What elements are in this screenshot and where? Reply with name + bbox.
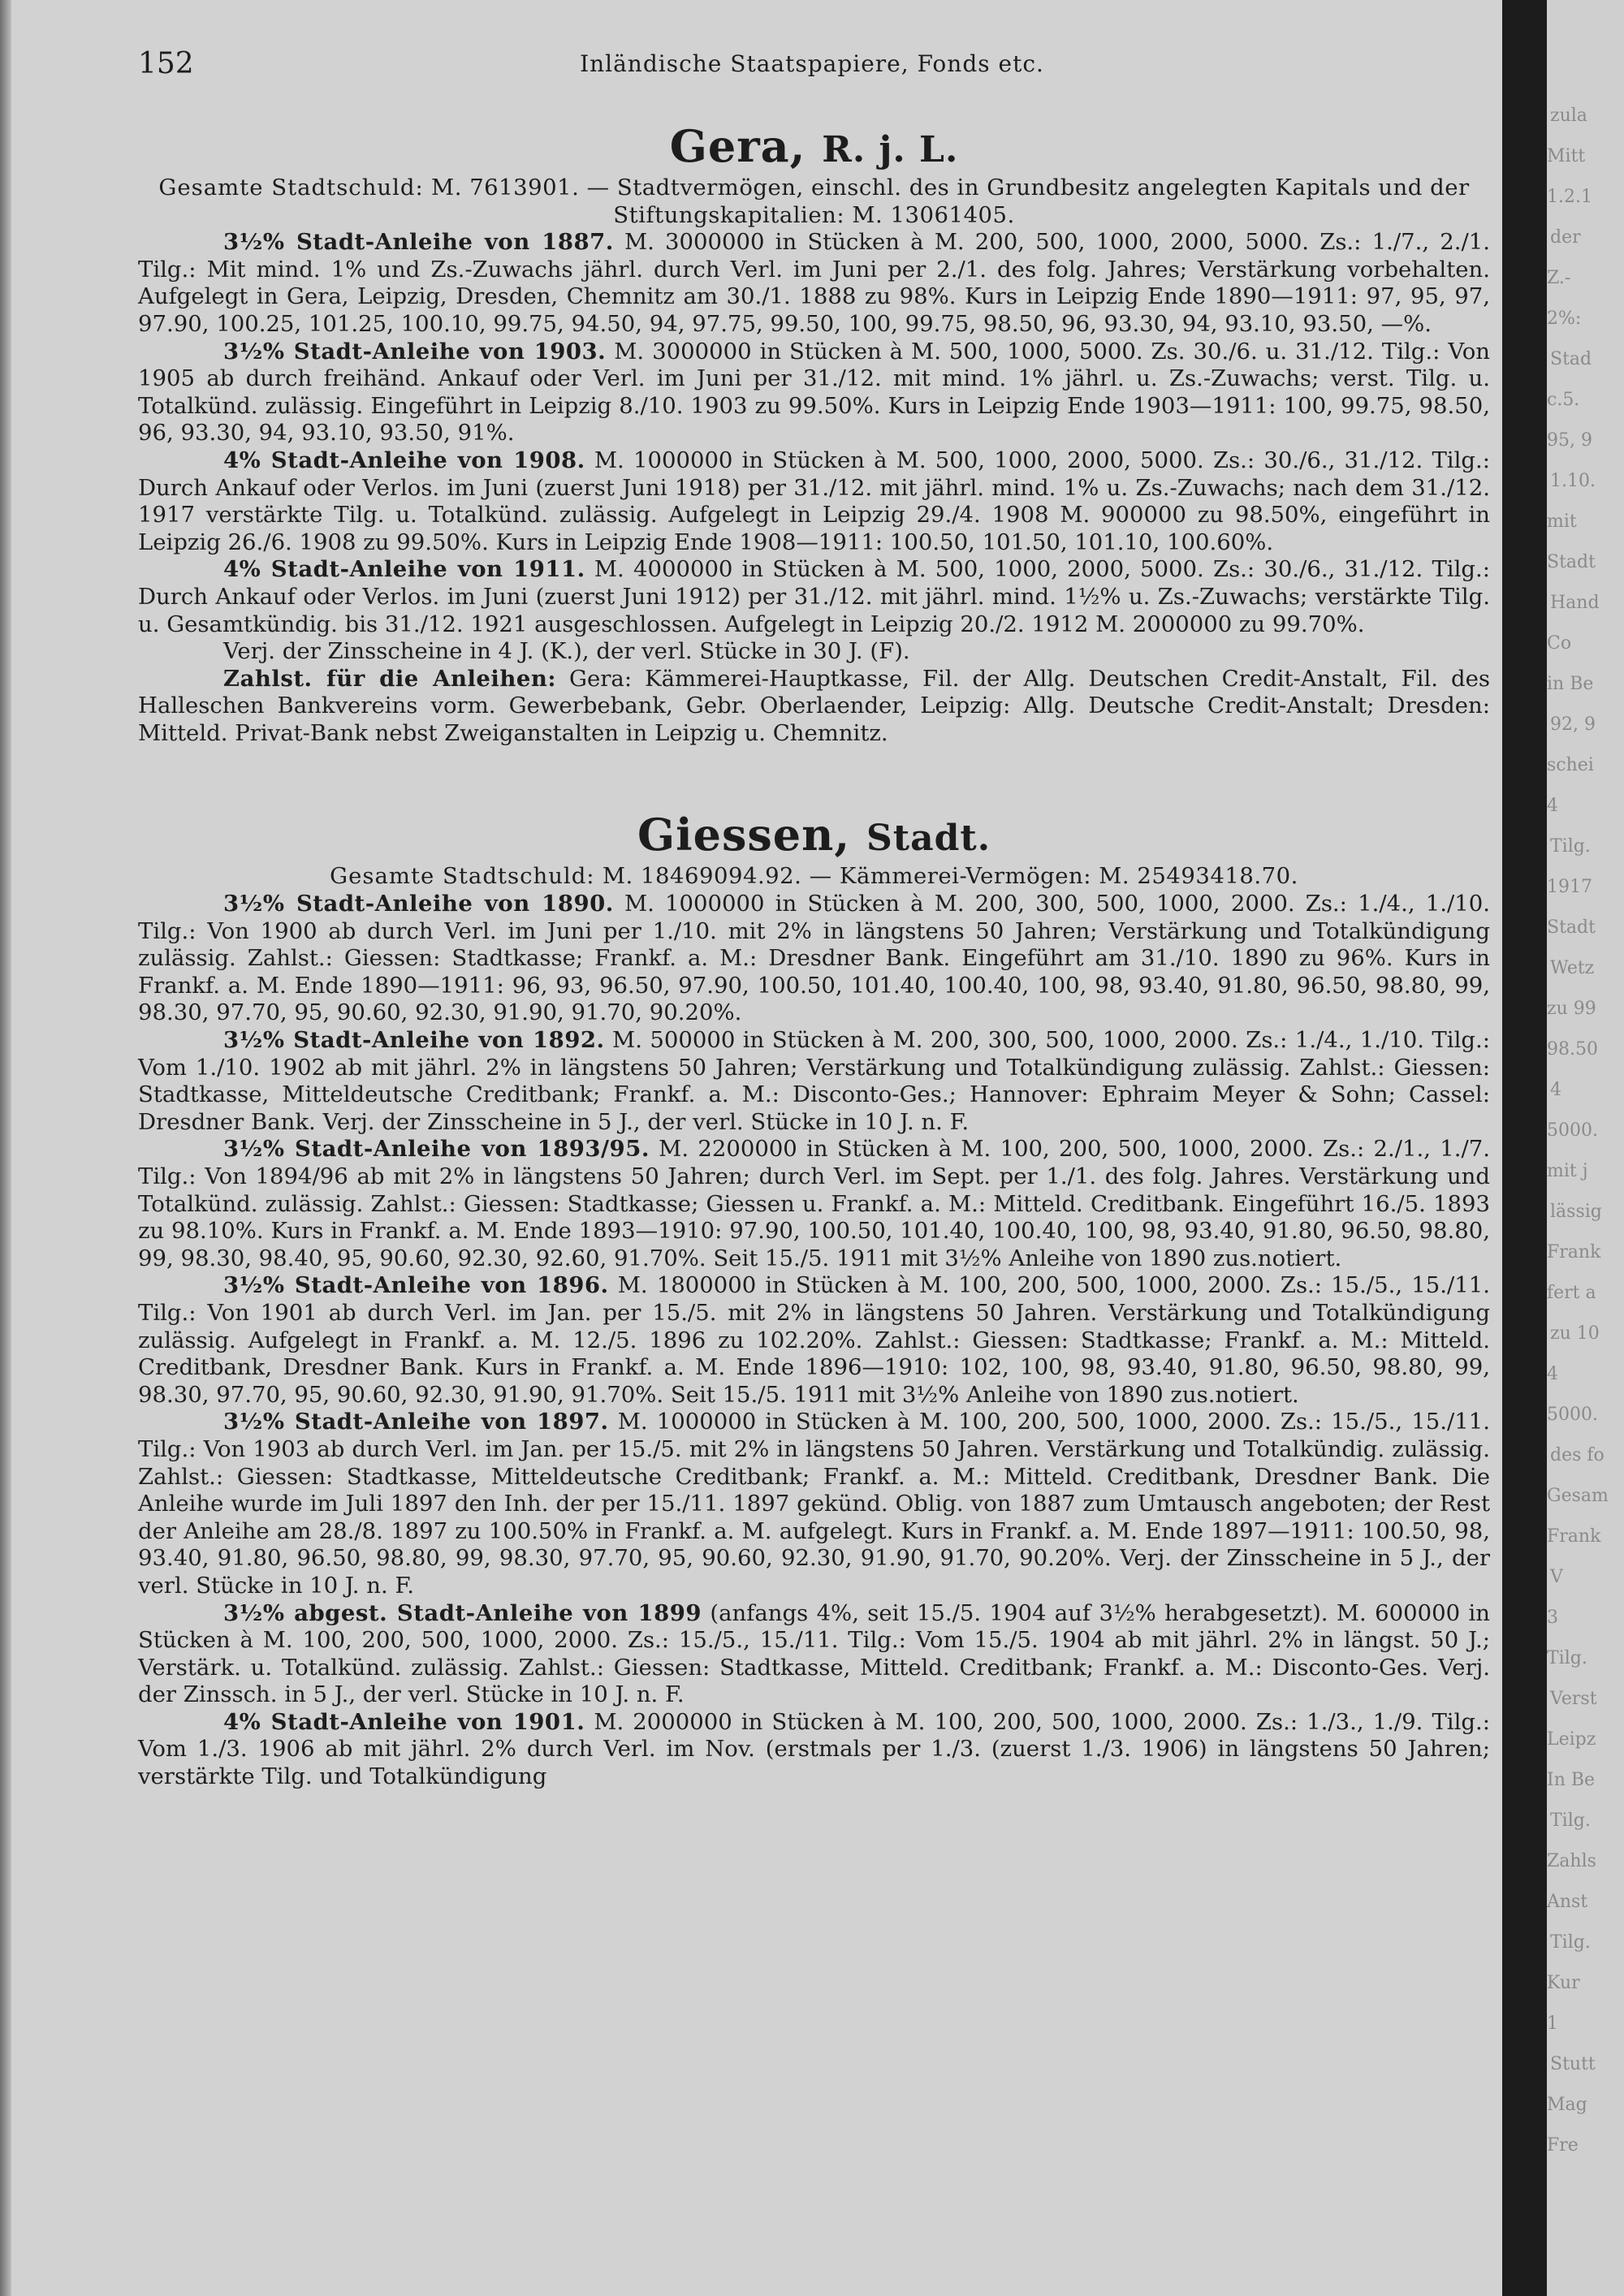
adjacent-page-fragment: zula [1550,106,1587,126]
summary-label: Gesamte Stadtschuld: [158,175,424,201]
loan-entry [138,1409,1490,1599]
section-summary [138,175,1490,229]
adjacent-page-fragment: Co [1547,633,1572,654]
entry-heading: 4% Stadt-Anleihe von 1911. [223,556,585,583]
book-gutter [1502,0,1547,2296]
section-giessen [138,810,1490,1790]
adjacent-page-fragment: Wetz [1550,958,1595,978]
entry-heading: 4% Stadt-Anleihe von 1908. [223,447,585,473]
loan-entry [138,1709,1490,1791]
adjacent-page-fragment: 4 [1547,1364,1558,1384]
adjacent-page-fragment: Tilg. [1550,1810,1591,1831]
adjacent-page-fragment: Mag [1547,2095,1587,2115]
adjacent-page-fragment: 98.50 [1547,1039,1598,1060]
paying-agents-entry [138,666,1490,748]
adjacent-page-fragment: Leipz [1547,1729,1596,1750]
entry-text: M. 1000000 in Stücken à M. 500, 1000, 2000, 5000. Zs.: 30./6., 31./12. Tilg.: Durch Ankauf oder Verlos. im Juni (zuerst Juni 1918) per 31./12. mit jährl. mind. 1% u. Zs.-Zuwachs; nach dem 31./12. 1917 verstärkte Tilg. u. Totalkünd. zulässig. Aufgelegt in Leipzig 29./4. 1908 M. 900000 zu 98.50%, eingeführt in Leipzig 26./6. 1908 zu 99.50%. Kurs in Leipzig Ende 1908—1911: 100.50, 101.50, 101.10, 100.60%. [138,447,1490,555]
adjacent-page-edge [1547,0,1624,2296]
adjacent-page-fragment: Zahls [1547,1851,1596,1871]
adjacent-page-fragment: Kur [1547,1973,1580,1993]
section-gera [138,122,1490,747]
entry-text: Gera: Kämmerei-Hauptkasse, Fil. der Allg. Deutschen Credit-Anstalt, Fil. des Halleschen Bankvereins vorm. Gewerbebank, Gebr. Oberlaender, Leipzig: Allg. Deutsche Credit-Anstalt; Dresden: Mitteld. Privat-Bank nebst Zweiganstalten in Leipzig u. Chemnitz. [138,665,1491,746]
section-title [138,810,1490,863]
adjacent-page-fragment: Frank [1547,1242,1601,1262]
section-summary [138,863,1490,891]
loan-entry [138,1027,1490,1136]
adjacent-page-fragment: schei [1547,755,1594,775]
adjacent-page-fragment: Tilg. [1550,836,1591,857]
entry-heading: 4% Stadt-Anleihe von 1901. [223,1708,585,1735]
adjacent-page-fragment: Tilg. [1547,1648,1587,1668]
entry-heading: 3½% Stadt-Anleihe von 1887. [223,229,614,256]
adjacent-page-fragment: Gesam [1547,1486,1609,1506]
adjacent-page-fragment: Stad [1550,349,1592,369]
adjacent-page-fragment: Stutt [1550,2054,1596,2074]
loan-entry [138,891,1490,1027]
summary-text: M. 7613901. — Stadtvermögen, einschl. des in Grundbesitz angelegten Kapitals und der Stiftungskapitalien: M. 13061405. [431,175,1470,228]
section-title-subtitle: Stadt. [866,818,991,860]
adjacent-page-fragment: zu 10 [1550,1323,1600,1344]
entry-text: M. 3000000 in Stücken à M. 500, 1000, 5000. Zs. 30./6. u. 31./12. Tilg.: Von 1905 ab durch freihänd. Ankauf oder Verl. im Juni per 31./12. mit mind. 1% jährl. u. Zs.-Zuwachs; verst. Tilg. u. Totalkünd. zulässig. Eingeführt in Leipzig 8./10. 1903 zu 99.50%. Kurs in Leipzig Ende 1903—1911: 100, 99.75, 98.50, 96, 93.30, 94, 93.10, 93.50, 91%. [138,338,1490,447]
entry-heading: 3½% Stadt-Anleihe von 1903. [223,338,607,365]
loan-entry [138,229,1490,338]
loan-entry [138,447,1490,556]
loan-entry [138,556,1490,638]
adjacent-page-fragment: Stadt [1547,917,1596,938]
entry-heading: 3½% Stadt-Anleihe von 1890. [223,891,614,917]
loan-entry [138,1600,1490,1709]
adjacent-page-fragment: der [1550,227,1581,248]
adjacent-page-fragment: fert a [1547,1283,1596,1303]
entry-text: M. 2000000 in Stücken à M. 100, 200, 500, 1000, 2000. Zs.: 1./3., 1./9. Tilg.: Vom 1./3. 1906 ab mit jährl. 2% durch Verl. im Nov. (erstmals per 1./3. (zuerst 1./3. 1906) in längstens 50 Jahren; verstärkte Tilg. und Totalkündigung [138,1708,1490,1790]
adjacent-page-fragment: lässig [1550,1202,1602,1222]
summary-label: Gesamte Stadtschuld: [330,863,595,890]
entry-heading: 3½% Stadt-Anleihe von 1892. [223,1027,605,1054]
entry-heading: 3½% Stadt-Anleihe von 1897. [223,1409,609,1435]
section-title-name: Giessen, [637,809,851,861]
adjacent-page-fragment: Fre [1547,2135,1579,2156]
entry-text: (anfangs 4%, seit 15./5. 1904 auf 3½% herabgesetzt). M. 600000 in Stücken à M. 100, 200, 500, 1000, 2000. Zs.: 15./5., 15./11. Tilg.: Vom 15./5. 1904 ab mit jährl. 2% in längst. 50 J.; Verstärk. u. Totalkünd. zulässig. Zahlst.: Giessen: Stadtkasse, Mitteld. Creditbank; Frankf. a. M.: Disconto-Ges. Verj. der Zinssch. in 5 J., der verl. Stücke in 10 J. n. F. [138,1599,1490,1708]
adjacent-page-fragment: Verst [1550,1689,1597,1709]
section-title-name: Gera, [669,120,806,172]
limitation-note [138,638,1490,666]
adjacent-page-fragment: 95, 9 [1547,430,1592,451]
entry-text: M. 1000000 in Stücken à M. 200, 300, 500, 1000, 2000. Zs.: 1./4., 1./10. Tilg.: Von 1900 ab durch Verl. im Juni per 1./10. mit 2% in längstens 50 Jahren; Verstärkung und Totalkündigung zulässig. Zahlst.: Giessen: Stadtkasse; Frankf. a. M.: Dresdner Bank. Eingeführt am 31./10. 1890 zu 96%. Kurs in Frankf. a. M. Ende 1890—1911: 96, 93, 96.50, 97.90, 100.50, 101.40, 100.40, 100, 98, 93.40, 91.80, 96.50, 98.80, 99, 98.30, 97.70, 95, 90.60, 92.30, 91.90, 91.70, 90.20%. [138,891,1490,1026]
entry-text: M. 1000000 in Stücken à M. 100, 200, 500, 1000, 2000. Zs.: 15./5., 15./11. Tilg.: Von 1903 ab durch Verl. im Jan. per 15./5. mit 2% in längstens 50 Jahren. Verstärkung und Totalkündig. zulässig. Zahlst.: Giessen: Stadtkasse, Mitteldeutsche Creditbank; Frankf. a. M.: Mitteld. Creditbank, Dresdner Bank. Die Anleihe wurde im Juli 1897 den Inh. der per 15./11. 1897 gekünd. Oblig. von 1887 zum Umtausch angeboten; der Rest der Anleihe am 28./8. 1897 zu 100.50% in Frankf. a. M. aufgelegt. Kurs in Frankf. a. M. Ende 1897—1911: 100.50, 98, 93.40, 91.80, 96.50, 98.80, 99, 98.30, 97.70, 95, 90.60, 92.30, 91.90, 91.70, 90.20%. Verj. der Zinsscheine in 5 J., der verl. Stücke in 10 J. n. F. [138,1409,1490,1599]
adjacent-page-fragment: 1.2.1 [1547,187,1592,207]
section-title-subtitle: R. j. L. [822,129,959,170]
adjacent-page-fragment: Anst [1547,1892,1588,1912]
adjacent-page-fragment: Stadt [1547,552,1596,572]
adjacent-page-fragment: in Be [1547,674,1594,694]
adjacent-page-fragment: Frank [1547,1526,1601,1547]
running-header-title: Inländische Staatspapiere, Fonds etc. [580,50,1044,77]
adjacent-page-fragment: 4 [1550,1080,1561,1100]
adjacent-page-fragment: V [1550,1567,1563,1587]
adjacent-page-fragment: Hand [1550,593,1600,613]
adjacent-page-fragment: Z.- [1547,268,1571,288]
adjacent-page-fragment: 92, 9 [1550,714,1596,735]
adjacent-page-fragment: 5000. [1547,1120,1598,1141]
entry-text: M. 1800000 in Stücken à M. 100, 200, 500, 1000, 2000. Zs.: 15./5., 15./11. Tilg.: Von 1901 ab durch Verl. im Jan. per 15./5. mit 2% in längstens 50 Jahren. Verstärkung und Totalkündigung zulässig. Aufgelegt in Frankf. a. M. 12./5. 1896 zu 102.20%. Zahlst.: Giessen: Stadtkasse; Frankf. a. M.: Mitteld. Creditbank, Dresdner Bank. Kurs in Frankf. a. M. Ende 1896—1910: 102, 100, 98, 93.40, 91.80, 96.50, 98.80, 99, 98.30, 97.70, 95, 90.60, 92.30, 91.90, 91.70%. Seit 15./5. 1911 mit 3½% Anleihe von 1890 zus.notiert. [138,1272,1490,1408]
entry-text: M. 2200000 in Stücken à M. 100, 200, 500, 1000, 2000. Zs.: 2./1., 1./7. Tilg.: Von 1894/96 ab mit 2% in längstens 50 Jahren; durch Verl. im Sept. per 1./1. des folg. Jahres. Verstärkung und Totalkünd. zulässig. Zahlst.: Giessen: Stadtkasse; Giessen u. Frankf. a. M.: Mitteld. Creditbank. Eingeführt 16./5. 1893 zu 98.10%. Kurs in Frankf. a. M. Ende 1893—1910: 97.90, 100.50, 101.40, 100.40, 100, 98, 93.40, 91.80, 96.50, 98.80, 99, 98.30, 98.40, 95, 90.60, 92.30, 92.60, 91.70%. Seit 15./5. 1911 mit 3½% Anleihe von 1890 zus.notiert. [138,1136,1490,1271]
adjacent-page-fragment: des fo [1550,1445,1605,1465]
adjacent-page-fragment: Mitt [1547,146,1586,166]
adjacent-page-fragment: 5000. [1547,1405,1598,1425]
entry-text: Verj. der Zinsscheine in 4 J. (K.), der verl. Stücke in 30 J. (F). [223,638,910,665]
summary-text: M. 18469094.92. — Kämmerei-Vermögen: M. 25493418.70. [602,863,1298,890]
section-spacer [138,747,1490,810]
adjacent-page-fragment: mit j [1547,1161,1588,1181]
adjacent-page-fragment: c.5. [1547,390,1580,410]
adjacent-page-fragment: 2%: [1547,309,1582,329]
entry-heading: 3½% Stadt-Anleihe von 1896. [223,1272,609,1299]
adjacent-page-fragment: zu 99 [1547,999,1596,1019]
running-header [138,47,1486,88]
page-number: 152 [138,47,194,80]
loan-entry [138,1136,1490,1272]
page-edge-shadow [0,0,11,2296]
entry-heading: 3½% Stadt-Anleihe von 1893/95. [223,1136,650,1163]
adjacent-page-fragment: 1 [1547,2013,1558,2034]
adjacent-page-fragment: mit [1547,511,1577,532]
adjacent-page-fragment: 3 [1547,1608,1558,1628]
entry-text: M. 500000 in Stücken à M. 200, 300, 500, 1000, 2000. Zs.: 1./4., 1./10. Tilg.: Vom 1./10. 1902 ab mit jährl. 2% in längstens 50 Jahren; Verstärkung und Totalkündigung zulässig. Zahlst.: Giessen: Stadtkasse, Mitteldeutsche Creditbank; Frankf. a. M.: Disconto-Ges.; Hannover: Ephraim Meyer & Sohn; Cassel: Dresdner Bank. Verj. der Zinsscheine in 5 J., der verl. Stücke in 10 J. n. F. [138,1027,1490,1135]
entry-text: M. 3000000 in Stücken à M. 200, 500, 1000, 2000, 5000. Zs.: 1./7., 2./1. Tilg.: Mit mind. 1% und Zs.-Zuwachs jährl. durch Verl. im Juni per 2./1. des folg. Jahres; Verstärkung vorbehalten. Aufgelegt in Gera, Leipzig, Dresden, Chemnitz am 30./1. 1888 zu 98%. Kurs in Leipzig Ende 1890—1911: 97, 95, 97, 97.90, 100.25, 101.25, 100.10, 99.75, 94.50, 94, 97.75, 99.50, 100, 99.75, 98.50, 96, 93.30, 94, 93.10, 93.50, —%. [138,229,1490,337]
entry-heading: Zahlst. für die Anleihen: [223,665,556,692]
entry-heading: 3½% abgest. Stadt-Anleihe von 1899 [223,1599,702,1626]
adjacent-page-fragment: In Be [1547,1770,1596,1790]
adjacent-page-fragment: Tilg. [1550,1932,1591,1953]
adjacent-page-fragment: 1.10. [1550,471,1596,491]
entry-text: M. 4000000 in Stücken à M. 500, 1000, 2000, 5000. Zs.: 30./6., 31./12. Tilg.: Durch Ankauf oder Verlos. im Juni (zuerst Juni 1912) per 31./12. mit jährl. mind. 1½% u. Zs.-Zuwachs; verstärkte Tilg. u. Gesamtkündig. bis 31./12. 1921 ausgeschlossen. Aufgelegt in Leipzig 20./2. 1912 M. 2000000 zu 99.70%. [138,556,1490,637]
loan-entry [138,1272,1490,1409]
adjacent-page-fragment: 4 [1547,796,1558,816]
loan-entry [138,339,1490,447]
section-title [138,122,1490,175]
adjacent-page-fragment: 1917 [1547,877,1592,897]
page-content [138,122,1490,1791]
